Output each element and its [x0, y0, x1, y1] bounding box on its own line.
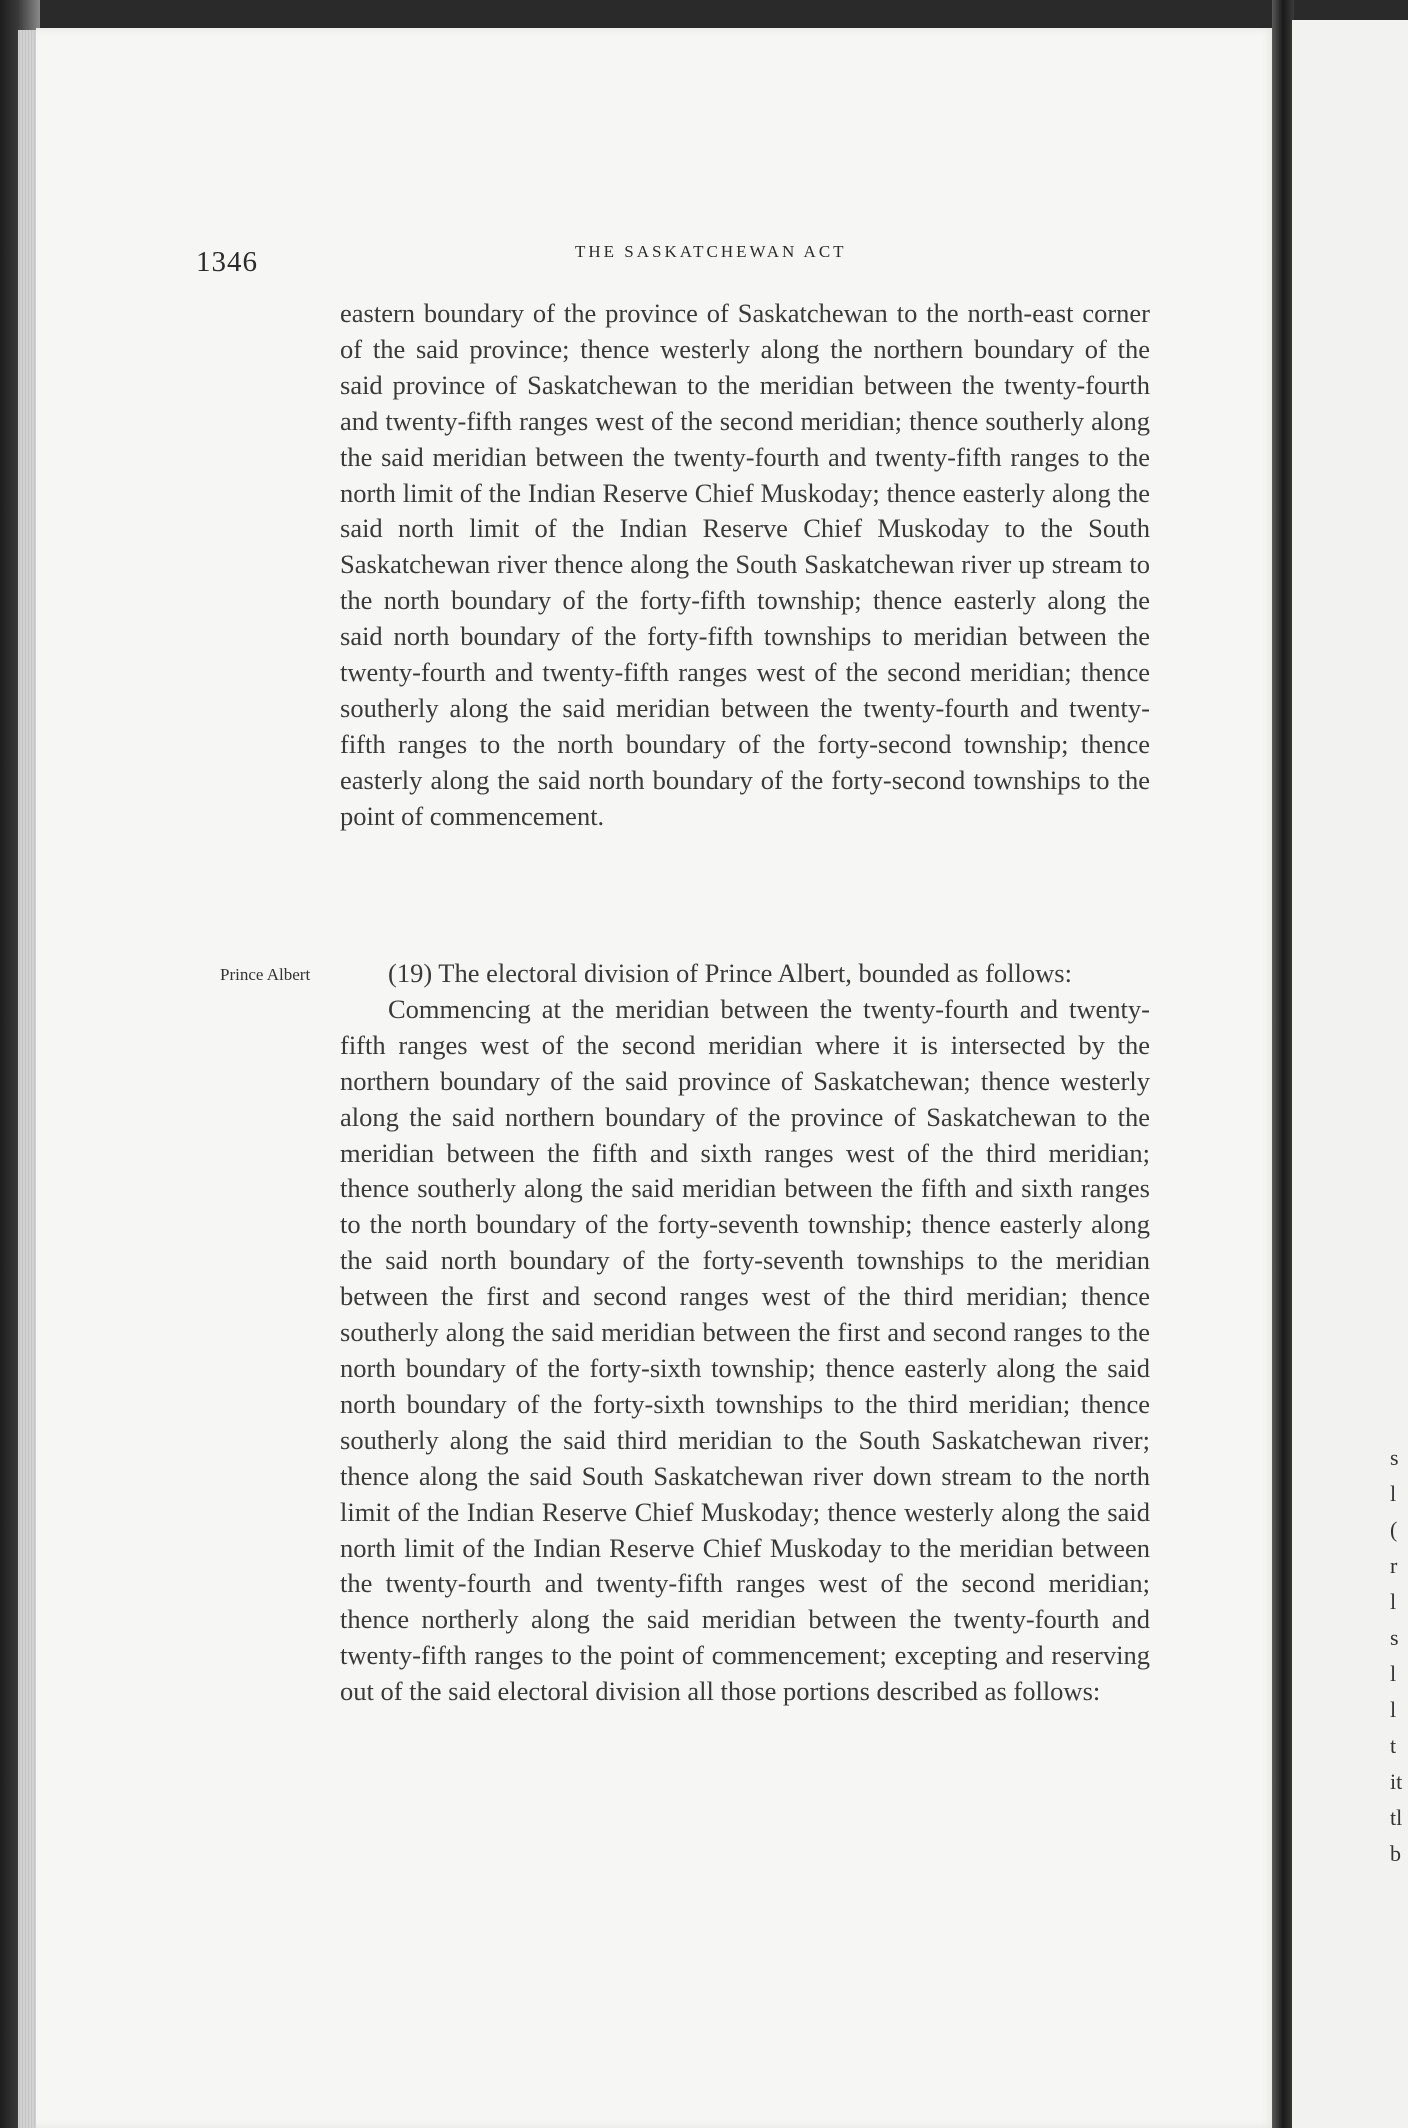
fragment: it	[1390, 1769, 1403, 1794]
facing-page-fragments	[1390, 1440, 1408, 1872]
paragraph: Commencing at the meridian between the twenty-fourth and twenty-fifth ranges west of the second meridian where it is intersected by the northern boundary of the said province of Saskatchewan; thence westerly along the said northern boundary of the province of Saskatchewan to the meridian between the fifth and sixth ranges west of the third meridian; thence southerly along the said meridian between the fifth and sixth ranges to the north boundary of the forty-seventh township; thence easterly along the said north boundary of the forty-seventh townships to the meridian between the first and second ranges west of the third meridian; thence southerly along the said meridian between the first and second ranges to the north boundary of the forty-sixth township; thence easterly along the said north boundary of the forty-sixth townships to the third meridian; thence southerly along the said third meridian to the South Saskatchewan river; thence along the said South Saskatchewan river down stream to the north limit of the Indian Reserve Chief Muskoday; thence westerly along the said north limit of the Indian Reserve Chief Muskoday to the meridian between the twenty-fourth and twenty-fifth ranges west of the second meridian; thence northerly along the said meridian between the twenty-fourth and twenty-fifth ranges to the point of commencement; excepting and reserving out of the said electoral division all those portions described as follows:	[340, 993, 1150, 1707]
fragment: s	[1390, 1445, 1399, 1470]
page-number: 1346	[196, 246, 258, 278]
fragment: l	[1390, 1589, 1397, 1614]
fragment: r	[1390, 1553, 1398, 1578]
margin-note-prince-albert: Prince Albert	[220, 965, 311, 984]
fragment: (	[1390, 1517, 1398, 1542]
fragment: tl	[1390, 1805, 1403, 1830]
fragment: t	[1390, 1733, 1397, 1758]
fragment: b	[1390, 1841, 1401, 1866]
paragraph: eastern boundary of the province of Saskatchewan to the north-east corner of the said province; thence westerly along the northern boundary of the said province of Saskatchewan to the meridian between the twenty-fourth and twenty-fifth ranges west of the second meridian; thence southerly along the said meridian between the twenty-fourth and twenty-fifth ranges to the north limit of the Indian Reserve Chief Muskoday; thence easterly along the said north limit of the Indian Reserve Chief Muskoday to the South Saskatchewan river thence along the South Saskatchewan river up stream to the north boundary of the forty-fifth township; thence easterly along the said north boundary of the forty-fifth townships to meridian between the twenty-fourth and twenty-fifth ranges west of the second meridian; thence southerly along the said meridian between the twenty-fourth and twenty-fifth ranges to the north boundary of the forty-second township; thence easterly along the said north boundary of the forty-second townships to the point of commencement.	[340, 298, 1150, 831]
section-continuation	[340, 296, 1150, 835]
book-gutter	[1272, 0, 1294, 2128]
paragraph-heading: (19) The electoral division of Prince Albert, bounded as follows:	[388, 958, 1072, 988]
fragment: l	[1390, 1661, 1397, 1686]
section-prince-albert	[340, 956, 1150, 1710]
running-head: THE SASKATCHEWAN ACT	[575, 242, 847, 261]
fragment: s	[1390, 1625, 1399, 1650]
fragment: l	[1390, 1481, 1397, 1506]
fragment: l	[1390, 1697, 1397, 1722]
